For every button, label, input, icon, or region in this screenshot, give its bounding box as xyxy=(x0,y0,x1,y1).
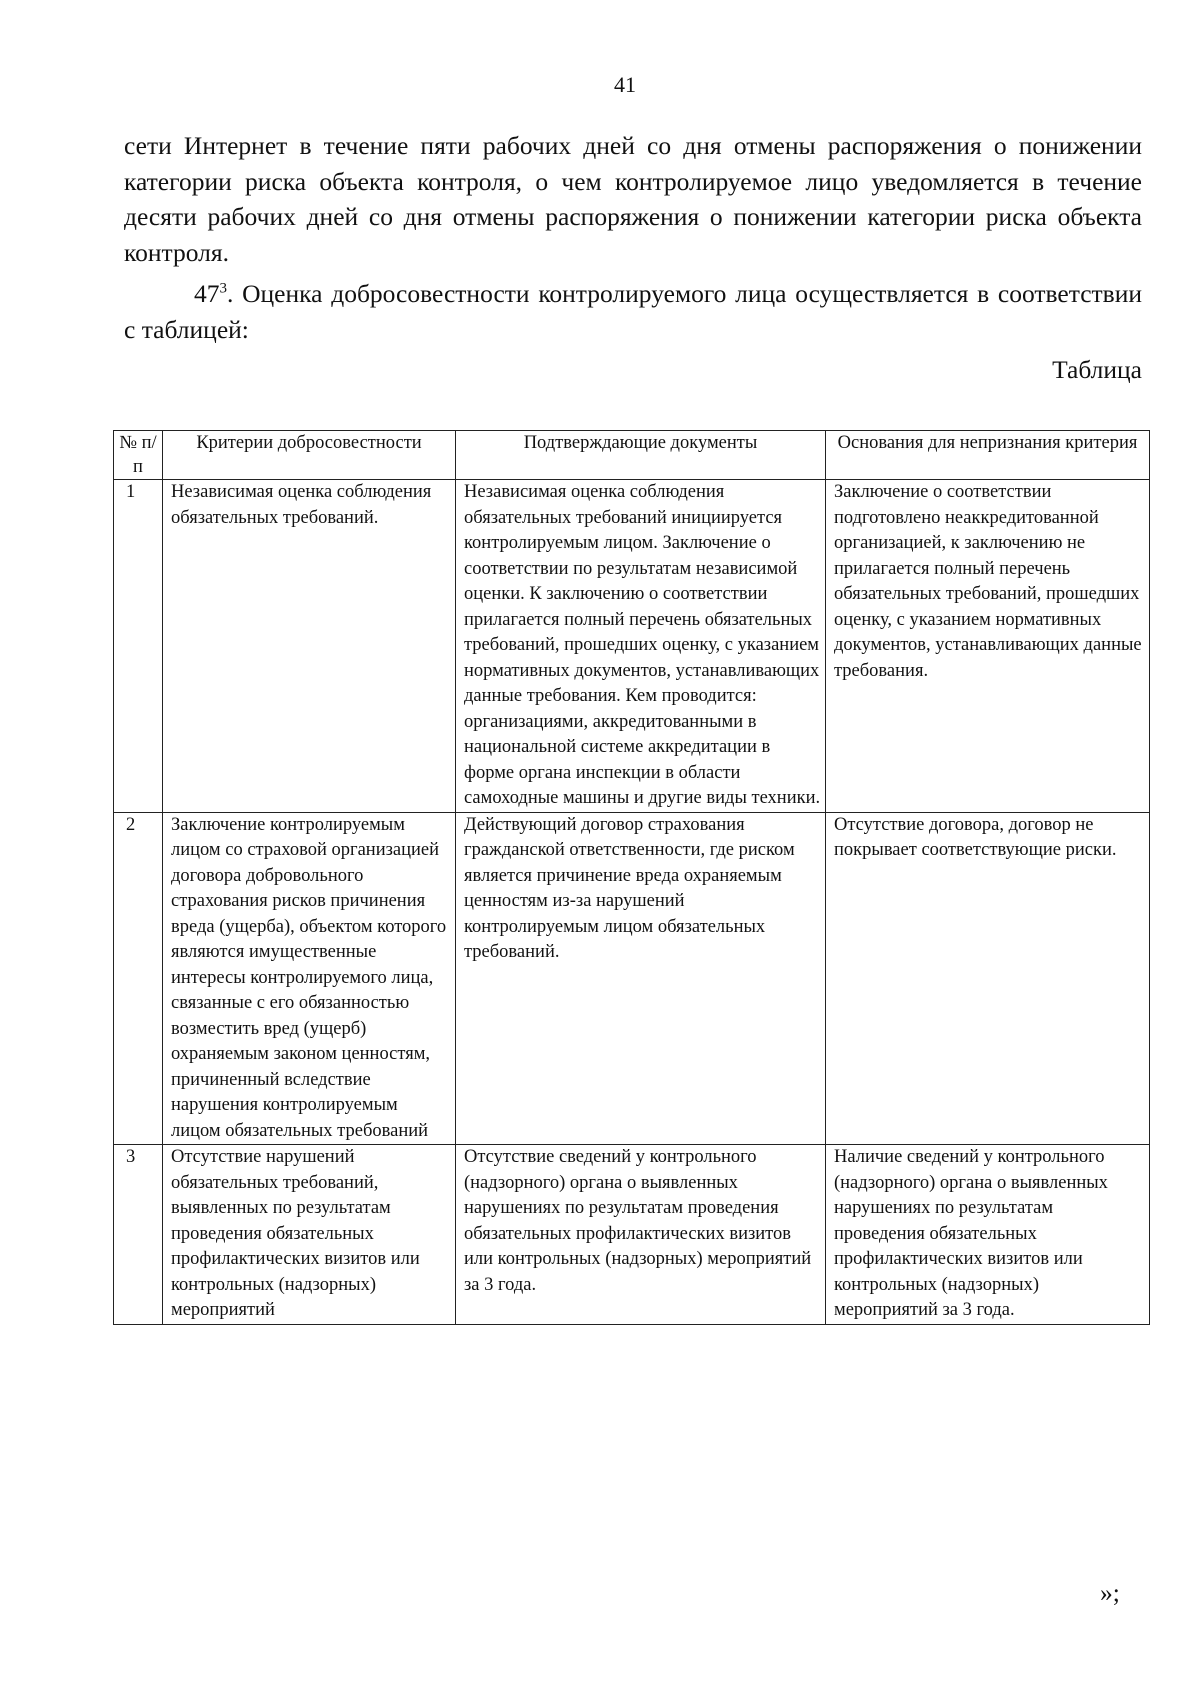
row-grounds: Отсутствие договора, договор не покрывает соответствующие риски. xyxy=(826,812,1150,1145)
page-number: 41 xyxy=(614,72,636,97)
table-row xyxy=(114,1145,1150,1325)
paragraph-continuation: сети Интернет в течение пяти рабочих дней со дня отмены распоряжения о понижении категории риска объекта контроля, о чем контролируемое лицо уведомляется в течение десяти рабочих дней со дня отмены распоряжения о понижении категории риска объекта контроля. xyxy=(124,131,1142,267)
row-num: 2 xyxy=(114,812,163,1145)
criteria-table xyxy=(113,430,1150,1325)
table-row xyxy=(114,480,1150,813)
header-num: № п/п xyxy=(114,431,163,480)
paragraph-number-superscript: 3 xyxy=(219,280,227,297)
row-grounds: Заключение о соответствии подготовлено неаккредитованной организацией, к заключению не прилагается полный перечень обязательных требований, прошедших оценку, с указанием нормативных документов, устанавливающих данные требования. xyxy=(826,480,1150,813)
row-criteria: Независимая оценка соблюдения обязательных требований. xyxy=(163,480,456,813)
table-header-row xyxy=(114,431,1150,480)
header-documents: Подтверждающие документы xyxy=(456,431,826,480)
row-criteria: Заключение контролируемым лицом со страховой организацией договора добровольного страхования рисков причинения вреда (ущерба), объектом которого являются имущественные интересы контролируемого лица, связанные с его обязанностью возместить вред (ущерб) охраняемым законом ценностям, причиненный вследствие нарушения контролируемым лицом обязательных требований xyxy=(163,812,456,1145)
paragraph-47-3 xyxy=(124,276,1142,347)
table-caption: Таблица xyxy=(1052,355,1142,384)
row-documents: Действующий договор страхования гражданской ответственности, где риском является причинение вреда охраняемым ценностям из-за нарушений контролируемым лицом обязательных требований. xyxy=(456,812,826,1145)
header-criteria: Критерии добросовестности xyxy=(163,431,456,480)
row-criteria: Отсутствие нарушений обязательных требований, выявленных по результатам проведения обязательных профилактических визитов или контрольных (надзорных) мероприятий xyxy=(163,1145,456,1325)
paragraph-text: . Оценка добросовестности контролируемого лица осуществляется в соответствии с таблицей: xyxy=(124,279,1142,344)
row-num: 1 xyxy=(114,480,163,813)
row-documents: Отсутствие сведений у контрольного (надзорного) органа о выявленных нарушениях по результатам проведения обязательных профилактических визитов или контрольных (надзорных) мероприятий за 3 года. xyxy=(456,1145,826,1325)
row-num: 3 xyxy=(114,1145,163,1325)
header-grounds: Основания для непризнания критерия xyxy=(826,431,1150,480)
paragraph-number: 47 xyxy=(194,279,220,308)
table-row xyxy=(114,812,1150,1145)
row-documents: Независимая оценка соблюдения обязательных требований инициируется контролируемым лицом. Заключение о соответствии по результатам независимой оценки. К заключению о соответствии прилагается полный перечень обязательных требований, прошедших оценку, с указанием нормативных документов, устанавливающих данные требования. Кем проводится: организациями, аккредитованными в национальной системе аккредитации в форме органа инспекции в области самоходные машины и другие виды техники. xyxy=(456,480,826,813)
closing-quote-mark: »; xyxy=(1100,1578,1120,1607)
row-grounds: Наличие сведений у контрольного (надзорного) органа о выявленных нарушениях по результатам проведения обязательных профилактических визитов или контрольных (надзорных) мероприятий за 3 года. xyxy=(826,1145,1150,1325)
